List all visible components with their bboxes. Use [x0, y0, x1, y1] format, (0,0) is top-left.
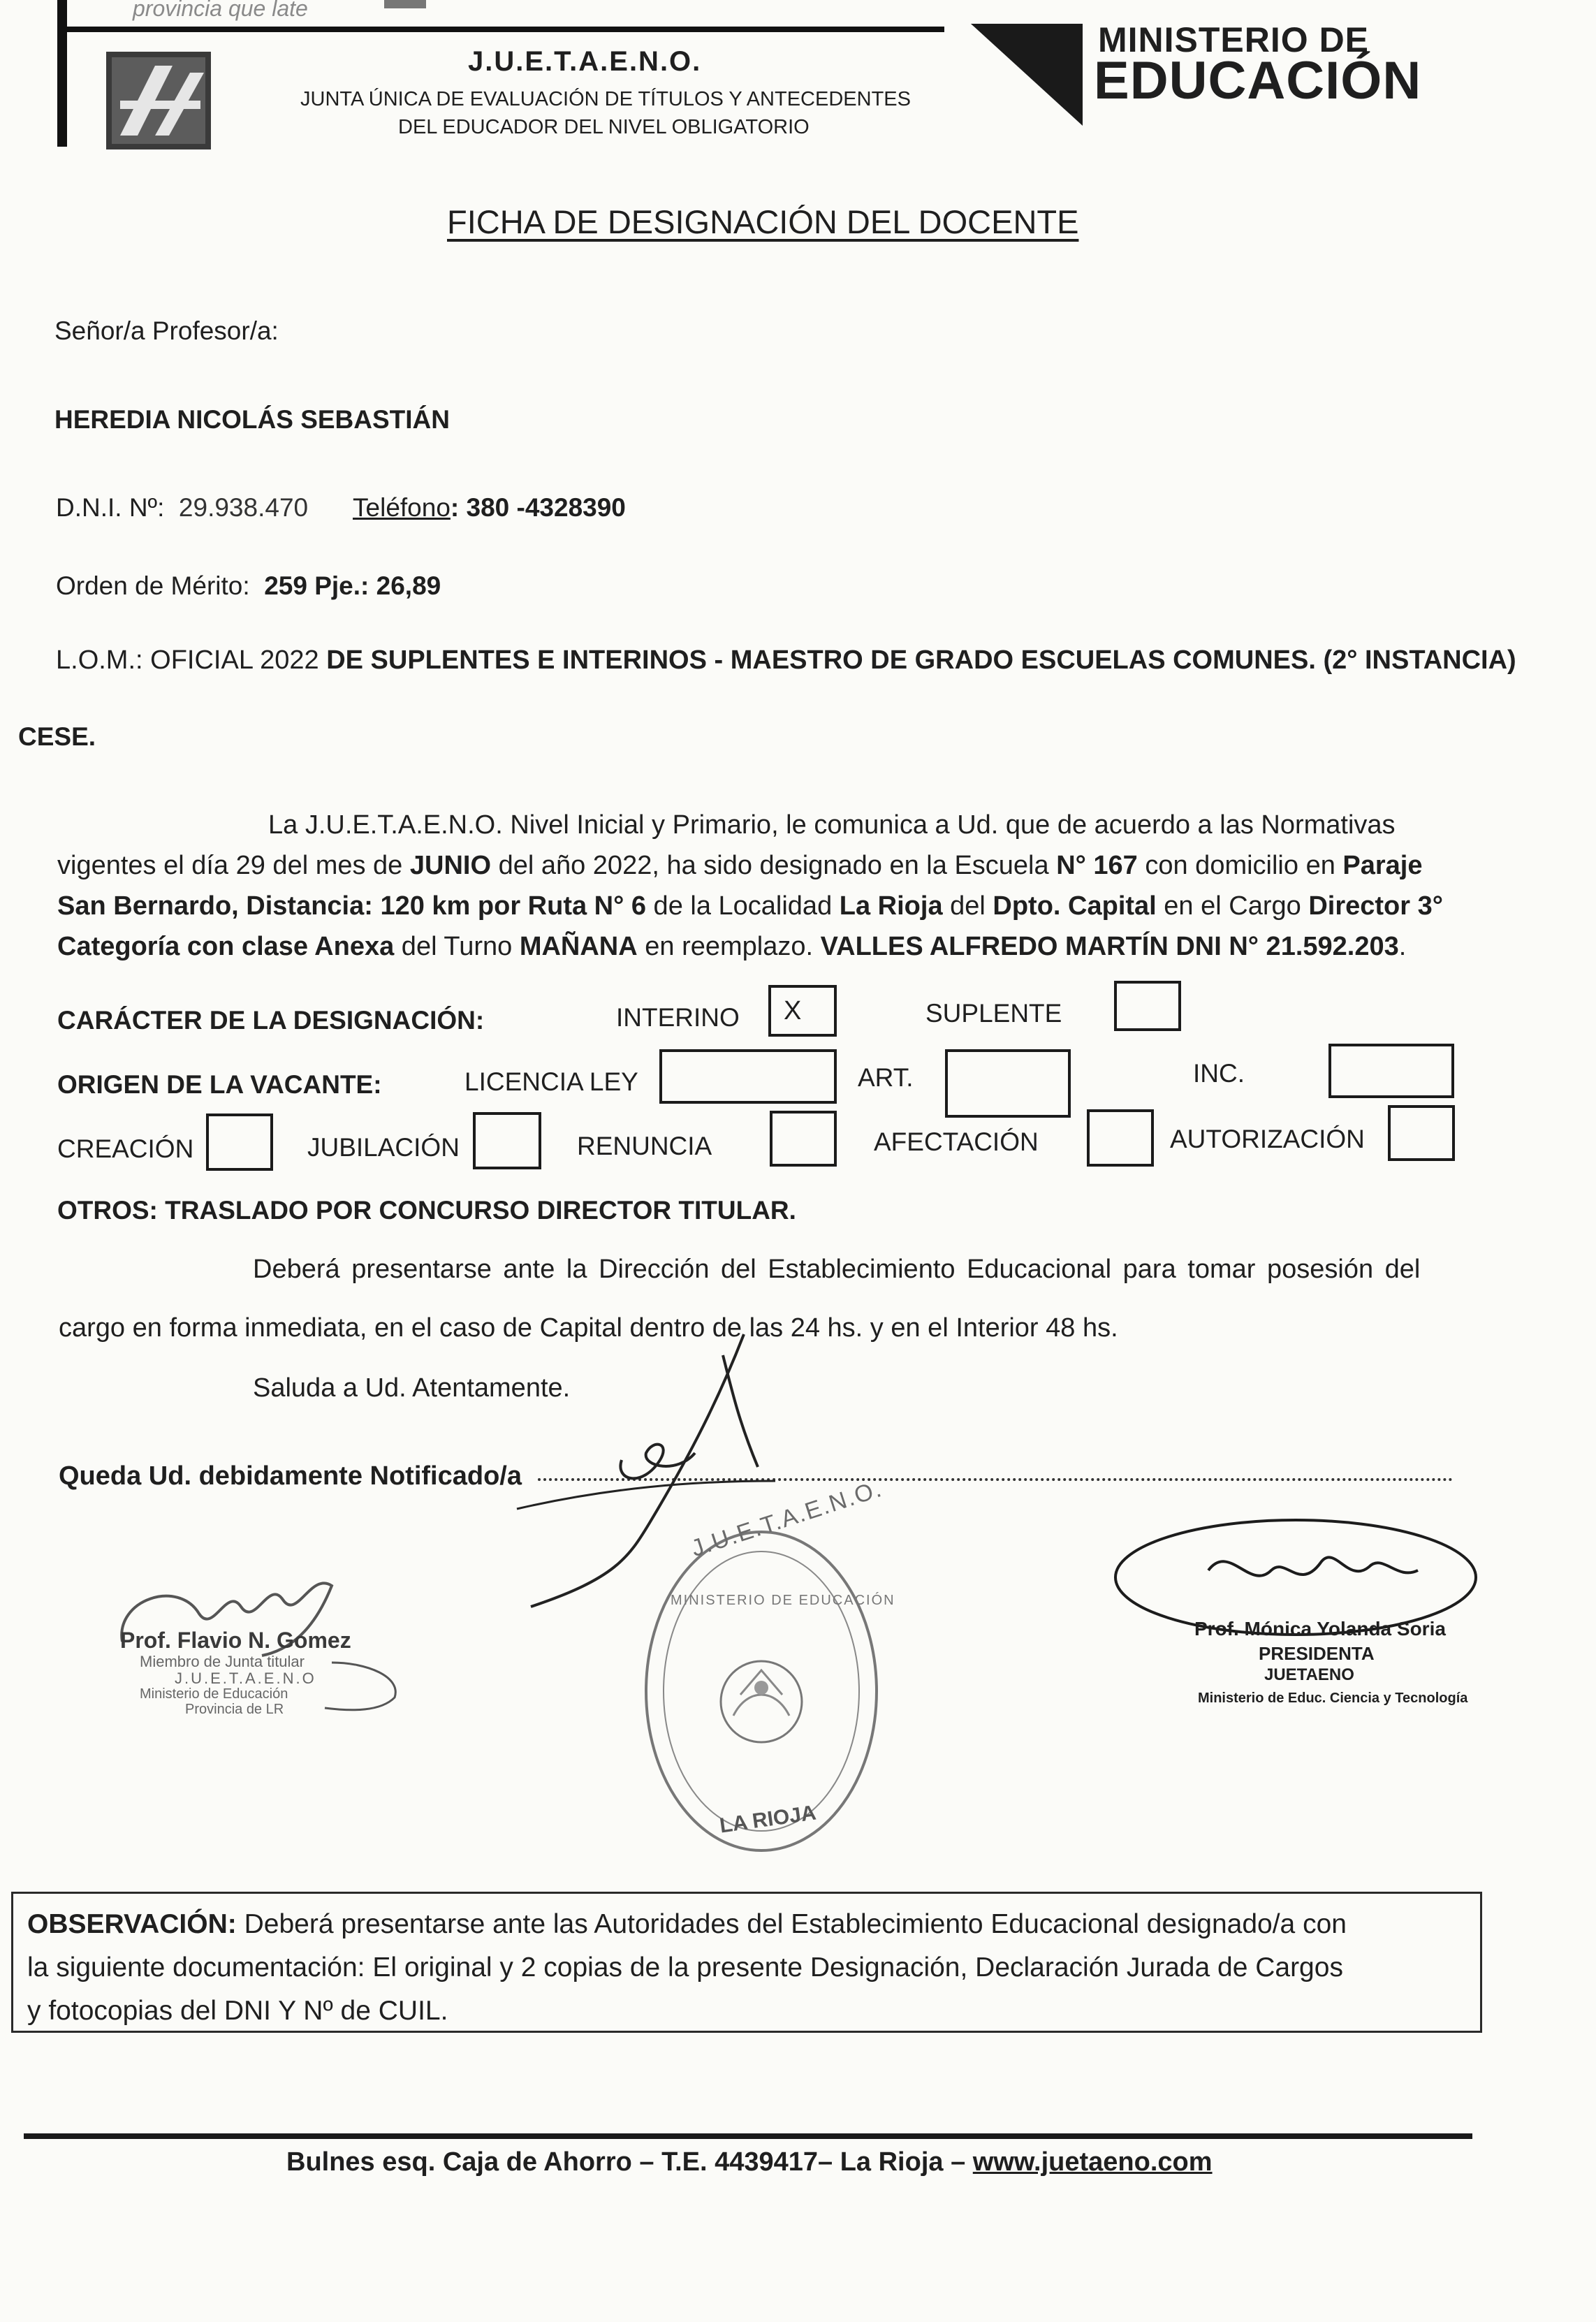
- observation-box: [11, 1892, 1482, 2033]
- observation-line-3: y fotocopias del DNI Y Nº de CUIL.: [27, 1996, 448, 2026]
- body-text-4f: .: [1398, 932, 1407, 961]
- autorizacion-label: AUTORIZACIÓN: [1170, 1125, 1365, 1153]
- caracter-label: CARÁCTER DE LA DESIGNACIÓN:: [57, 1006, 485, 1035]
- instruction-line-1: Deberá presentarse ante la Dirección del Establecimiento Educacional para tomar posesión del: [253, 1255, 1421, 1284]
- org-full-line2: DEL EDUCADOR DEL NIVEL OBLIGATORIO: [398, 116, 810, 138]
- afectacion-label: AFECTACIÓN: [874, 1127, 1039, 1156]
- body-text-2a: vigentes el día 29 del mes de: [57, 851, 410, 880]
- left-signer-province: Provincia de LR: [185, 1702, 284, 1717]
- otros-value: TRASLADO POR CONCURSO DIRECTOR TITULAR.: [165, 1196, 796, 1225]
- org-acronym: J.U.E.T.A.E.N.O.: [468, 46, 702, 77]
- lom-label: L.O.M.:: [56, 645, 143, 675]
- closing: Saluda a Ud. Atentamente.: [253, 1373, 571, 1403]
- salutation: Señor/a Profesor/a:: [54, 316, 279, 345]
- right-signer-role: PRESIDENTA: [1259, 1643, 1375, 1664]
- footer-address: Bulnes esq. Caja de Ahorro – T.E. 4439417– La Rioja –: [286, 2147, 973, 2177]
- body-text-4b: del Turno: [394, 932, 520, 961]
- footer-website-link[interactable]: www.juetaeno.com: [972, 2147, 1213, 2177]
- observation-text-1: Deberá presentarse ante las Autoridades del Establecimiento Educacional designado/a con: [244, 1909, 1347, 1939]
- seal-top-text: J.U.E.T.A.E.N.O.: [688, 1475, 886, 1563]
- body-text-2b: JUNIO: [409, 851, 492, 880]
- body-text-2e: con domicilio en: [1137, 851, 1343, 880]
- ministry-mark-icon: [971, 24, 1083, 126]
- header: [0, 0, 1596, 161]
- seal-inner-text: MINISTERIO DE EDUCACIÓN: [671, 1593, 895, 1608]
- renuncia-checkbox[interactable]: [770, 1111, 837, 1167]
- body-text-2c: del año 2022, ha sido designado en la Escuela: [491, 851, 1057, 880]
- org-full-line1: JUNTA ÚNICA DE EVALUACIÓN DE TÍTULOS Y ANTECEDENTES: [300, 88, 911, 110]
- body-text-3c: La Rioja: [839, 891, 943, 921]
- creacion-label: CREACIÓN: [57, 1134, 194, 1163]
- left-signer-org: J.U.E.T.A.E.N.O: [175, 1670, 316, 1687]
- body-line-3: [57, 886, 1443, 926]
- cese-label: CESE.: [18, 722, 96, 751]
- left-signer-name: Prof. Flavio N. Gomez: [120, 1628, 351, 1653]
- ministry-line1: MINISTERIO DE: [1098, 20, 1370, 59]
- body-text-4d: en reemplazo.: [637, 932, 821, 961]
- lom-value-b: DE SUPLENTES E INTERINOS - MAESTRO DE GRADO ESCUELAS COMUNES. (2° INSTANCIA): [326, 645, 1516, 675]
- body-text-4a: Categoría con clase Anexa: [57, 932, 395, 961]
- body-text-3e: Dpto. Capital: [993, 891, 1157, 921]
- right-signer-org: JUETAENO: [1264, 1665, 1354, 1684]
- suplente-checkbox[interactable]: [1114, 981, 1181, 1031]
- observation-label: OBSERVACIÓN:: [27, 1909, 237, 1939]
- body-text-3d: del: [942, 891, 993, 921]
- otros-row: [57, 1197, 796, 1223]
- phone-value: : 380 -4328390: [450, 493, 626, 522]
- licencia-label: LICENCIA LEY: [464, 1067, 638, 1096]
- document-title: FICHA DE DESIGNACIÓN DEL DOCENTE: [447, 203, 1079, 240]
- slogan-mark: [384, 0, 426, 8]
- body-text-4c: MAÑANA: [519, 932, 638, 961]
- body-text-2f: Paraje: [1342, 851, 1423, 880]
- observation-line-1: [27, 1909, 1347, 1940]
- body-text-3g: Director 3°: [1308, 891, 1443, 921]
- afectacion-checkbox[interactable]: [1087, 1109, 1154, 1167]
- art-label: ART.: [858, 1063, 914, 1092]
- body-text-3b: de la Localidad: [646, 891, 840, 921]
- lom-row: [56, 647, 1516, 673]
- left-signer-ministry: Ministerio de Educación: [140, 1686, 288, 1702]
- renuncia-label: RENUNCIA: [577, 1132, 712, 1160]
- autorizacion-checkbox[interactable]: [1388, 1105, 1455, 1161]
- observation-line-2: la siguiente documentación: El original y 2 copias de la presente Designación, Declaración Jurada de Cargos: [27, 1952, 1343, 1983]
- dni-value: 29.938.470: [178, 493, 309, 522]
- body-text-4e: VALLES ALFREDO MARTÍN DNI N° 21.592.203: [820, 932, 1399, 961]
- juetaeno-logo-icon: [106, 52, 211, 149]
- phone-label: Teléfono: [353, 493, 451, 522]
- lom-value-a: OFICIAL 2022: [150, 645, 319, 675]
- interino-checkbox[interactable]: [768, 985, 837, 1037]
- footer-text: [286, 2147, 1213, 2177]
- art-box[interactable]: [945, 1049, 1071, 1118]
- body-line-1: [268, 805, 1396, 845]
- dni-label: D.N.I. Nº:: [56, 493, 165, 522]
- footer-rule: [24, 2133, 1472, 2139]
- ministry-line2: EDUCACIÓN: [1094, 51, 1422, 110]
- merit-label: Orden de Mérito:: [56, 571, 250, 600]
- inc-label: INC.: [1193, 1059, 1245, 1088]
- body-text-3a: San Bernardo, Distancia: 120 km por Ruta N° 6: [57, 891, 646, 921]
- body-text-1: La J.U.E.T.A.E.N.O. Nivel Inicial y Primario, le comunica a Ud. que de acuerdo a las Normativas: [268, 810, 1396, 840]
- suplente-label: SUPLENTE: [925, 999, 1062, 1028]
- header-vertical-rule: [57, 0, 67, 147]
- jubilacion-checkbox[interactable]: [473, 1112, 541, 1169]
- interino-check-mark: X: [784, 996, 802, 1025]
- jubilacion-label: JUBILACIÓN: [307, 1133, 460, 1162]
- otros-label: OTROS:: [57, 1196, 158, 1225]
- body-text-2d: N° 167: [1056, 851, 1138, 880]
- left-signer-role: Miembro de Junta titular: [140, 1653, 305, 1670]
- body-text-3f: en el Cargo: [1156, 891, 1309, 921]
- dni-row: [56, 495, 626, 520]
- body-line-4: [57, 926, 1406, 967]
- creacion-checkbox[interactable]: [206, 1113, 273, 1171]
- slogan: provincia que late: [133, 0, 308, 21]
- right-signer-ministry: Ministerio de Educ. Ciencia y Tecnología: [1198, 1691, 1468, 1706]
- teacher-name: HEREDIA NICOLÁS SEBASTIÁN: [54, 405, 451, 434]
- seal-bottom-text: LA RIOJA: [718, 1801, 818, 1838]
- notified-label: Queda Ud. debidamente Notificado/a: [59, 1461, 522, 1491]
- instruction-line-2: cargo en forma inmediata, en el caso de Capital dentro de las 24 hs. y en el Interior 48 hs.: [59, 1313, 1118, 1343]
- official-seal-icon: [643, 1527, 880, 1855]
- inc-box[interactable]: [1328, 1044, 1454, 1098]
- merit-row: [56, 573, 441, 599]
- licencia-ley-box[interactable]: [659, 1049, 837, 1104]
- merit-value: 259 Pje.: 26,89: [264, 571, 441, 600]
- interino-label: INTERINO: [616, 1003, 740, 1032]
- body-line-2: [57, 845, 1422, 886]
- right-signer-name: Prof. Mónica Yolanda Soria: [1194, 1618, 1446, 1640]
- origen-label: ORIGEN DE LA VACANTE:: [57, 1070, 382, 1099]
- header-horizontal-rule: [57, 27, 944, 32]
